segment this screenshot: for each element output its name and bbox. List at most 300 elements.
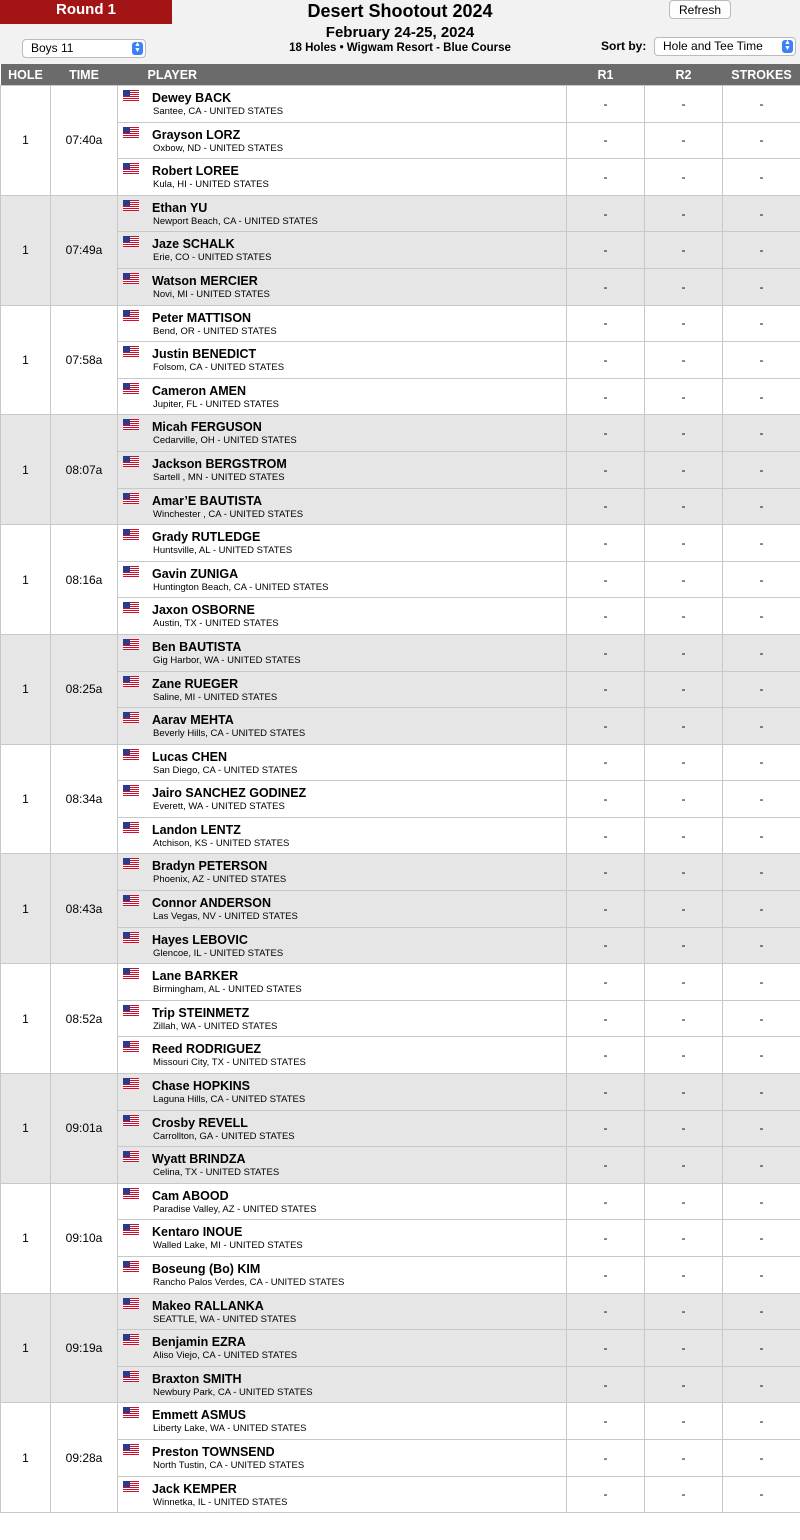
us-flag-icon bbox=[123, 493, 139, 504]
player-cell[interactable] bbox=[118, 1074, 567, 1111]
player-cell[interactable] bbox=[118, 1476, 567, 1513]
player-cell[interactable] bbox=[118, 781, 567, 818]
us-flag-icon bbox=[123, 1041, 139, 1052]
us-flag-icon bbox=[123, 1298, 139, 1309]
r2-score: - bbox=[645, 268, 723, 305]
r2-score: - bbox=[645, 342, 723, 379]
r2-score: - bbox=[645, 232, 723, 269]
tee-time-cell: 08:16a bbox=[51, 525, 118, 635]
us-flag-icon bbox=[123, 529, 139, 540]
r1-score: - bbox=[567, 378, 645, 415]
hole-cell: 1 bbox=[1, 964, 51, 1074]
table-row bbox=[1, 1074, 800, 1111]
player-name[interactable]: Amar’E BAUTISTA bbox=[152, 493, 262, 508]
player-location: Santee, CA - UNITED STATES bbox=[153, 106, 284, 117]
table-row bbox=[1, 1000, 800, 1037]
r1-score: - bbox=[567, 1074, 645, 1111]
r2-score: - bbox=[645, 891, 723, 928]
player-cell[interactable] bbox=[118, 195, 567, 232]
us-flag-icon bbox=[123, 1078, 139, 1089]
player-name[interactable]: Jack KEMPER bbox=[152, 1481, 237, 1496]
hole-cell: 1 bbox=[1, 744, 51, 854]
total-strokes: - bbox=[723, 1000, 800, 1037]
r1-score: - bbox=[567, 1330, 645, 1367]
player-cell[interactable] bbox=[118, 525, 567, 562]
r2-score: - bbox=[645, 1000, 723, 1037]
r1-score: - bbox=[567, 1183, 645, 1220]
r1-score: - bbox=[567, 415, 645, 452]
table-row bbox=[1, 671, 800, 708]
tee-time-cell: 07:58a bbox=[51, 305, 118, 415]
select-chevron-icon: ▲ ▼ bbox=[132, 42, 143, 55]
total-strokes: - bbox=[723, 305, 800, 342]
player-cell[interactable] bbox=[118, 342, 567, 379]
us-flag-icon bbox=[123, 1188, 139, 1199]
player-location: Novi, MI - UNITED STATES bbox=[153, 288, 270, 300]
r2-score: - bbox=[645, 525, 723, 562]
table-row bbox=[1, 781, 800, 818]
player-cell[interactable] bbox=[118, 744, 567, 781]
tee-time-cell: 09:19a bbox=[51, 1293, 118, 1403]
player-name[interactable]: Watson MERCIER bbox=[152, 273, 258, 288]
player-cell[interactable] bbox=[118, 964, 567, 1001]
player-cell[interactable] bbox=[118, 268, 567, 305]
player-location: Birmingham, AL - UNITED STATES bbox=[153, 984, 302, 996]
player-name[interactable]: Zane RUEGER bbox=[152, 676, 239, 691]
player-name[interactable]: Micah FERGUSON bbox=[152, 420, 262, 435]
player-name[interactable]: Cam ABOOD bbox=[152, 1188, 229, 1203]
player-name[interactable]: Jairo SANCHEZ GODINEZ bbox=[152, 786, 307, 801]
column-header-player[interactable]: PLAYER bbox=[118, 64, 567, 86]
r1-score: - bbox=[567, 195, 645, 232]
table-row bbox=[1, 1147, 800, 1184]
us-flag-icon bbox=[123, 346, 139, 357]
us-flag-icon bbox=[123, 383, 139, 394]
player-location: Erie, CO - UNITED STATES bbox=[153, 252, 272, 264]
r1-score: - bbox=[567, 1037, 645, 1074]
r1-score: - bbox=[567, 451, 645, 488]
total-strokes: - bbox=[723, 232, 800, 269]
r2-score: - bbox=[645, 1476, 723, 1513]
column-header-strokes[interactable]: STROKES bbox=[723, 64, 800, 86]
tee-time-cell: 08:43a bbox=[51, 854, 118, 964]
us-flag-icon bbox=[123, 676, 139, 687]
player-name[interactable]: Reed RODRIGUEZ bbox=[152, 1042, 262, 1057]
player-location: Austin, TX - UNITED STATES bbox=[153, 618, 279, 630]
player-cell[interactable] bbox=[118, 671, 567, 708]
player-location: Beverly Hills, CA - UNITED STATES bbox=[153, 728, 306, 740]
table-row bbox=[1, 1476, 800, 1513]
player-location: Oxbow, ND - UNITED STATES bbox=[153, 142, 284, 154]
player-location: Everett, WA - UNITED STATES bbox=[153, 801, 285, 813]
player-location: Gig Harbor, WA - UNITED STATES bbox=[153, 654, 301, 666]
total-strokes: - bbox=[723, 1257, 800, 1294]
us-flag-icon bbox=[123, 456, 139, 467]
us-flag-icon bbox=[123, 1261, 139, 1272]
r1-score: - bbox=[567, 525, 645, 562]
r1-score: - bbox=[567, 122, 645, 159]
us-flag-icon bbox=[123, 90, 139, 101]
player-name[interactable]: Ben BAUTISTA bbox=[152, 639, 242, 654]
player-location: Folsom, CA - UNITED STATES bbox=[153, 362, 285, 374]
select-chevron-icon: ▲ ▼ bbox=[782, 40, 793, 53]
us-flag-icon bbox=[123, 895, 139, 906]
table-row bbox=[1, 1293, 800, 1330]
r2-score: - bbox=[645, 1293, 723, 1330]
r2-score: - bbox=[645, 561, 723, 598]
r2-score: - bbox=[645, 1403, 723, 1440]
r2-score: - bbox=[645, 415, 723, 452]
r1-score: - bbox=[567, 1403, 645, 1440]
r2-score: - bbox=[645, 1183, 723, 1220]
player-location: Sartell , MN - UNITED STATES bbox=[153, 471, 285, 483]
r2-score: - bbox=[645, 378, 723, 415]
r1-score: - bbox=[567, 708, 645, 745]
player-cell[interactable] bbox=[118, 1293, 567, 1330]
player-location: Phoenix, AZ - UNITED STATES bbox=[153, 874, 287, 886]
course-info: 18 Holes • Wigwam Resort - Blue Course bbox=[289, 42, 511, 54]
us-flag-icon bbox=[123, 273, 139, 284]
player-name[interactable]: Jaxon OSBORNE bbox=[152, 603, 255, 618]
player-name[interactable]: Makeo RALLANKA bbox=[152, 1298, 264, 1313]
player-cell[interactable] bbox=[118, 854, 567, 891]
us-flag-icon bbox=[123, 602, 139, 613]
table-row bbox=[1, 744, 800, 781]
r2-score: - bbox=[645, 854, 723, 891]
hole-cell: 1 bbox=[1, 195, 51, 305]
player-location: Aliso Viejo, CA - UNITED STATES bbox=[153, 1350, 298, 1362]
player-cell[interactable] bbox=[118, 1183, 567, 1220]
player-name[interactable]: Braxton SMITH bbox=[152, 1371, 242, 1386]
player-name[interactable]: Dewey BACK bbox=[152, 91, 232, 105]
total-strokes: - bbox=[723, 817, 800, 854]
table-header-row bbox=[1, 64, 800, 86]
r1-score: - bbox=[567, 561, 645, 598]
player-cell[interactable] bbox=[118, 561, 567, 598]
r2-score: - bbox=[645, 451, 723, 488]
tee-time-cell: 09:28a bbox=[51, 1403, 118, 1513]
player-cell[interactable] bbox=[118, 1439, 567, 1476]
r1-score: - bbox=[567, 159, 645, 196]
us-flag-icon bbox=[123, 968, 139, 979]
us-flag-icon bbox=[123, 1481, 139, 1492]
player-cell[interactable] bbox=[118, 305, 567, 342]
us-flag-icon bbox=[123, 822, 139, 833]
r1-score: - bbox=[567, 1366, 645, 1403]
total-strokes: - bbox=[723, 891, 800, 928]
player-location: Paradise Valley, AZ - UNITED STATES bbox=[153, 1203, 317, 1215]
r2-score: - bbox=[645, 488, 723, 525]
player-location: Celina, TX - UNITED STATES bbox=[153, 1167, 280, 1179]
table-row bbox=[1, 817, 800, 854]
player-cell[interactable] bbox=[118, 1330, 567, 1367]
us-flag-icon bbox=[123, 200, 139, 211]
us-flag-icon bbox=[123, 858, 139, 869]
table-row bbox=[1, 86, 800, 123]
total-strokes: - bbox=[723, 671, 800, 708]
player-location: Winnetka, IL - UNITED STATES bbox=[153, 1496, 288, 1508]
tee-time-cell: 09:10a bbox=[51, 1183, 118, 1293]
tee-time-cell: 07:49a bbox=[51, 195, 118, 305]
page-header bbox=[0, 0, 800, 64]
player-cell[interactable] bbox=[118, 598, 567, 635]
table-row bbox=[1, 1330, 800, 1367]
player-cell[interactable] bbox=[118, 817, 567, 854]
player-location: Bend, OR - UNITED STATES bbox=[153, 325, 277, 337]
column-header-time[interactable]: TIME bbox=[51, 64, 118, 86]
player-cell[interactable] bbox=[118, 927, 567, 964]
r1-score: - bbox=[567, 744, 645, 781]
total-strokes: - bbox=[723, 451, 800, 488]
player-location: Missouri City, TX - UNITED STATES bbox=[153, 1057, 306, 1069]
player-location: Jupiter, FL - UNITED STATES bbox=[153, 398, 279, 410]
column-header-r2[interactable]: R2 bbox=[645, 64, 723, 86]
hole-cell: 1 bbox=[1, 1074, 51, 1184]
us-flag-icon bbox=[123, 1115, 139, 1126]
player-cell[interactable] bbox=[118, 232, 567, 269]
player-location: Huntsville, AL - UNITED STATES bbox=[153, 545, 293, 557]
player-location: Zillah, WA - UNITED STATES bbox=[153, 1020, 278, 1032]
player-cell[interactable] bbox=[118, 1257, 567, 1294]
player-name[interactable]: Aarav MEHTA bbox=[152, 713, 234, 728]
player-cell[interactable] bbox=[118, 1220, 567, 1257]
r2-score: - bbox=[645, 122, 723, 159]
table-row bbox=[1, 342, 800, 379]
total-strokes: - bbox=[723, 1403, 800, 1440]
player-name[interactable]: Grady RUTLEDGE bbox=[152, 530, 261, 545]
table-row bbox=[1, 1439, 800, 1476]
us-flag-icon bbox=[123, 1444, 139, 1455]
player-name[interactable]: Lucas CHEN bbox=[152, 749, 228, 764]
r2-score: - bbox=[645, 1037, 723, 1074]
r1-score: - bbox=[567, 1220, 645, 1257]
us-flag-icon bbox=[123, 236, 139, 247]
hole-cell: 1 bbox=[1, 305, 51, 415]
r1-score: - bbox=[567, 891, 645, 928]
player-name[interactable]: Bradyn PETERSON bbox=[152, 859, 268, 874]
table-row bbox=[1, 1366, 800, 1403]
table-row bbox=[1, 451, 800, 488]
player-name[interactable]: Grayson LORZ bbox=[152, 127, 241, 142]
r2-score: - bbox=[645, 1220, 723, 1257]
player-location: Atchison, KS - UNITED STATES bbox=[153, 837, 290, 849]
r1-score: - bbox=[567, 634, 645, 671]
hole-cell: 1 bbox=[1, 525, 51, 635]
table-row bbox=[1, 232, 800, 269]
player-name[interactable]: Preston TOWNSEND bbox=[152, 1444, 275, 1459]
us-flag-icon bbox=[123, 127, 139, 138]
player-name[interactable]: Jackson BERGSTROM bbox=[152, 456, 287, 471]
player-name[interactable]: Cameron AMEN bbox=[152, 383, 246, 398]
player-name[interactable]: Ethan YU bbox=[152, 200, 208, 215]
hole-cell: 1 bbox=[1, 1403, 51, 1513]
total-strokes: - bbox=[723, 342, 800, 379]
player-cell[interactable] bbox=[118, 1037, 567, 1074]
table-row bbox=[1, 1183, 800, 1220]
total-strokes: - bbox=[723, 1110, 800, 1147]
page-title: Desert Shootout 2024 bbox=[307, 1, 493, 21]
r2-score: - bbox=[645, 1257, 723, 1294]
player-location: Kula, HI - UNITED STATES bbox=[153, 179, 269, 191]
table-row bbox=[1, 927, 800, 964]
player-name[interactable]: Boseung (Bo) KIM bbox=[152, 1262, 261, 1276]
total-strokes: - bbox=[723, 122, 800, 159]
table-row bbox=[1, 268, 800, 305]
player-cell[interactable] bbox=[118, 1366, 567, 1403]
r2-score: - bbox=[645, 195, 723, 232]
total-strokes: - bbox=[723, 744, 800, 781]
player-cell[interactable] bbox=[118, 122, 567, 159]
r2-score: - bbox=[645, 1074, 723, 1111]
r2-score: - bbox=[645, 744, 723, 781]
player-name[interactable]: Trip STEINMETZ bbox=[152, 1005, 250, 1020]
r2-score: - bbox=[645, 1147, 723, 1184]
r1-score: - bbox=[567, 927, 645, 964]
player-name[interactable]: Gavin ZUNIGA bbox=[152, 566, 239, 581]
player-name[interactable]: Kentaro INOUE bbox=[152, 1225, 243, 1240]
us-flag-icon bbox=[123, 932, 139, 943]
tee-time-cell: 09:01a bbox=[51, 1074, 118, 1184]
hole-cell: 1 bbox=[1, 634, 51, 744]
tee-time-cell: 08:25a bbox=[51, 634, 118, 744]
column-header-hole[interactable]: HOLE bbox=[1, 64, 51, 86]
total-strokes: - bbox=[723, 1366, 800, 1403]
total-strokes: - bbox=[723, 378, 800, 415]
table-row bbox=[1, 708, 800, 745]
total-strokes: - bbox=[723, 634, 800, 671]
player-location: Las Vegas, NV - UNITED STATES bbox=[153, 911, 298, 923]
player-cell[interactable] bbox=[118, 378, 567, 415]
player-name[interactable]: Robert LOREE bbox=[152, 164, 239, 179]
player-location: Liberty Lake, WA - UNITED STATES bbox=[153, 1423, 307, 1435]
player-name[interactable]: Jaze SCHALK bbox=[152, 237, 235, 252]
player-location: Cedarville, OH - UNITED STATES bbox=[153, 435, 297, 447]
us-flag-icon bbox=[123, 785, 139, 796]
table-row bbox=[1, 378, 800, 415]
player-location: Newbury Park, CA - UNITED STATES bbox=[153, 1386, 313, 1398]
r1-score: - bbox=[567, 1110, 645, 1147]
player-name[interactable]: Benjamin EZRA bbox=[152, 1335, 246, 1350]
r1-score: - bbox=[567, 1000, 645, 1037]
player-cell[interactable] bbox=[118, 1110, 567, 1147]
r1-score: - bbox=[567, 86, 645, 123]
r1-score: - bbox=[567, 781, 645, 818]
player-cell[interactable] bbox=[118, 1000, 567, 1037]
player-location: SEATTLE, WA - UNITED STATES bbox=[153, 1313, 297, 1325]
player-cell[interactable] bbox=[118, 1147, 567, 1184]
r2-score: - bbox=[645, 634, 723, 671]
total-strokes: - bbox=[723, 561, 800, 598]
player-cell[interactable] bbox=[118, 488, 567, 525]
sort-select[interactable] bbox=[654, 37, 796, 56]
player-name[interactable]: Wyatt BRINDZA bbox=[152, 1152, 246, 1167]
player-name[interactable]: Chase HOPKINS bbox=[152, 1079, 250, 1094]
total-strokes: - bbox=[723, 598, 800, 635]
total-strokes: - bbox=[723, 781, 800, 818]
r2-score: - bbox=[645, 1330, 723, 1367]
r2-score: - bbox=[645, 1110, 723, 1147]
r2-score: - bbox=[645, 671, 723, 708]
player-location: Walled Lake, MI - UNITED STATES bbox=[153, 1240, 303, 1252]
table-row bbox=[1, 854, 800, 891]
r2-score: - bbox=[645, 817, 723, 854]
table-row bbox=[1, 964, 800, 1001]
total-strokes: - bbox=[723, 964, 800, 1001]
player-name[interactable]: Crosby REVELL bbox=[152, 1115, 248, 1130]
hole-cell: 1 bbox=[1, 1183, 51, 1293]
round-tab[interactable]: Round 1 bbox=[0, 0, 172, 24]
player-name[interactable]: Hayes LEBOVIC bbox=[152, 932, 248, 947]
us-flag-icon bbox=[123, 639, 139, 650]
total-strokes: - bbox=[723, 854, 800, 891]
refresh-button[interactable]: Refresh bbox=[669, 0, 731, 19]
player-location: Newport Beach, CA - UNITED STATES bbox=[153, 215, 318, 227]
player-name[interactable]: Connor ANDERSON bbox=[152, 896, 271, 911]
division-select[interactable] bbox=[22, 39, 146, 58]
player-location: Rancho Palos Verdes, CA - UNITED STATES bbox=[153, 1277, 345, 1288]
r1-score: - bbox=[567, 488, 645, 525]
player-cell[interactable] bbox=[118, 708, 567, 745]
tee-time-cell: 08:07a bbox=[51, 415, 118, 525]
table-row bbox=[1, 159, 800, 196]
total-strokes: - bbox=[723, 525, 800, 562]
player-name[interactable]: Landon LENTZ bbox=[152, 822, 241, 837]
total-strokes: - bbox=[723, 1439, 800, 1476]
r2-score: - bbox=[645, 781, 723, 818]
player-cell[interactable] bbox=[118, 415, 567, 452]
player-name[interactable]: Emmett ASMUS bbox=[152, 1408, 246, 1423]
player-name[interactable]: Justin BENEDICT bbox=[152, 347, 257, 362]
table-row bbox=[1, 1257, 800, 1294]
r2-score: - bbox=[645, 964, 723, 1001]
column-header-r1[interactable]: R1 bbox=[567, 64, 645, 86]
player-cell[interactable] bbox=[118, 159, 567, 196]
r2-score: - bbox=[645, 159, 723, 196]
player-cell[interactable] bbox=[118, 1403, 567, 1440]
r1-score: - bbox=[567, 671, 645, 708]
tee-time-cell: 07:40a bbox=[51, 86, 118, 196]
player-cell[interactable] bbox=[118, 86, 567, 123]
total-strokes: - bbox=[723, 159, 800, 196]
total-strokes: - bbox=[723, 415, 800, 452]
player-cell[interactable] bbox=[118, 891, 567, 928]
player-location: Huntington Beach, CA - UNITED STATES bbox=[153, 581, 329, 593]
total-strokes: - bbox=[723, 195, 800, 232]
r1-score: - bbox=[567, 1293, 645, 1330]
total-strokes: - bbox=[723, 488, 800, 525]
player-cell[interactable] bbox=[118, 634, 567, 671]
player-cell[interactable] bbox=[118, 451, 567, 488]
us-flag-icon bbox=[123, 1407, 139, 1418]
total-strokes: - bbox=[723, 1293, 800, 1330]
us-flag-icon bbox=[123, 712, 139, 723]
total-strokes: - bbox=[723, 268, 800, 305]
total-strokes: - bbox=[723, 1147, 800, 1184]
r1-score: - bbox=[567, 1476, 645, 1513]
total-strokes: - bbox=[723, 1330, 800, 1367]
r2-score: - bbox=[645, 927, 723, 964]
table-row bbox=[1, 195, 800, 232]
r1-score: - bbox=[567, 964, 645, 1001]
player-location: Saline, MI - UNITED STATES bbox=[153, 691, 278, 703]
player-name[interactable]: Peter MATTISON bbox=[152, 310, 252, 325]
r1-score: - bbox=[567, 1439, 645, 1476]
r1-score: - bbox=[567, 817, 645, 854]
player-name[interactable]: Lane BARKER bbox=[152, 969, 239, 984]
us-flag-icon bbox=[123, 1334, 139, 1345]
us-flag-icon bbox=[123, 566, 139, 577]
table-row bbox=[1, 634, 800, 671]
